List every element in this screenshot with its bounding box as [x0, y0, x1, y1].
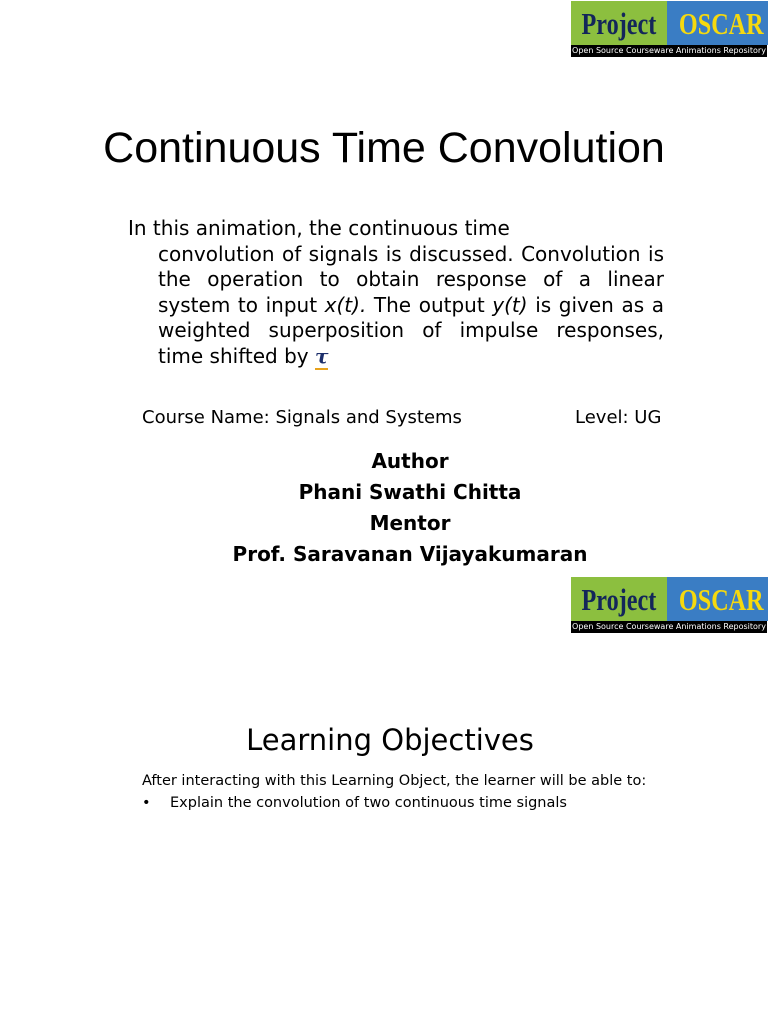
- output-signal: y(t): [492, 292, 528, 317]
- intro-text-2: The output: [366, 292, 493, 317]
- logo-tagline: Open Source Courseware Animations Repository: [572, 622, 766, 631]
- course-level: Level: UG: [575, 407, 662, 428]
- logo-oscar-panel: [667, 577, 768, 621]
- credits: [0, 446, 768, 570]
- logo-tagline: Open Source Courseware Animations Repository: [572, 46, 766, 55]
- logo-oscar-word: OSCAR: [678, 5, 764, 41]
- learning-objectives-list: [142, 793, 567, 813]
- intro-first-line: In this animation, the continuous time: [128, 216, 510, 240]
- mentor-name: Prof. Saravanan Vijayakumaran: [232, 542, 588, 566]
- mentor-label: Mentor: [369, 511, 451, 535]
- bullet-icon: •: [142, 795, 151, 811]
- logo-project-panel: [571, 1, 667, 45]
- learning-objectives-intro: After interacting with this Learning Object, the learner will be able to:: [142, 773, 647, 789]
- list-item-text: Explain the convolution of two continuous time signals: [170, 795, 567, 811]
- page-title: Continuous Time Convolution: [103, 124, 665, 172]
- input-signal: x(t).: [324, 292, 367, 317]
- logo-project-word: Project: [581, 581, 657, 617]
- intro-continuation: [128, 242, 664, 370]
- tau-symbol: τ: [314, 343, 329, 368]
- learning-objectives-heading: Learning Objectives: [246, 723, 534, 757]
- course-name: Course Name: Signals and Systems: [142, 407, 462, 428]
- logo-oscar-panel: [667, 1, 768, 45]
- intro-paragraph: [128, 216, 664, 369]
- logo-oscar-word: OSCAR: [678, 581, 764, 617]
- author-name: Phani Swathi Chitta: [298, 480, 522, 504]
- author-label: Author: [371, 449, 449, 473]
- intro-text-1: convolution of signals is discussed. Convolution is the operation to obtain response of a linear system to input: [158, 241, 664, 317]
- list-item: [142, 793, 567, 813]
- logo-project-word: Project: [581, 5, 657, 41]
- project-oscar-logo: [571, 1, 767, 57]
- project-oscar-logo-2: [571, 577, 767, 633]
- intro-text-3: is given as a weighted superposition of impulse responses, time shifted by: [158, 292, 664, 368]
- logo-project-panel: [571, 577, 667, 621]
